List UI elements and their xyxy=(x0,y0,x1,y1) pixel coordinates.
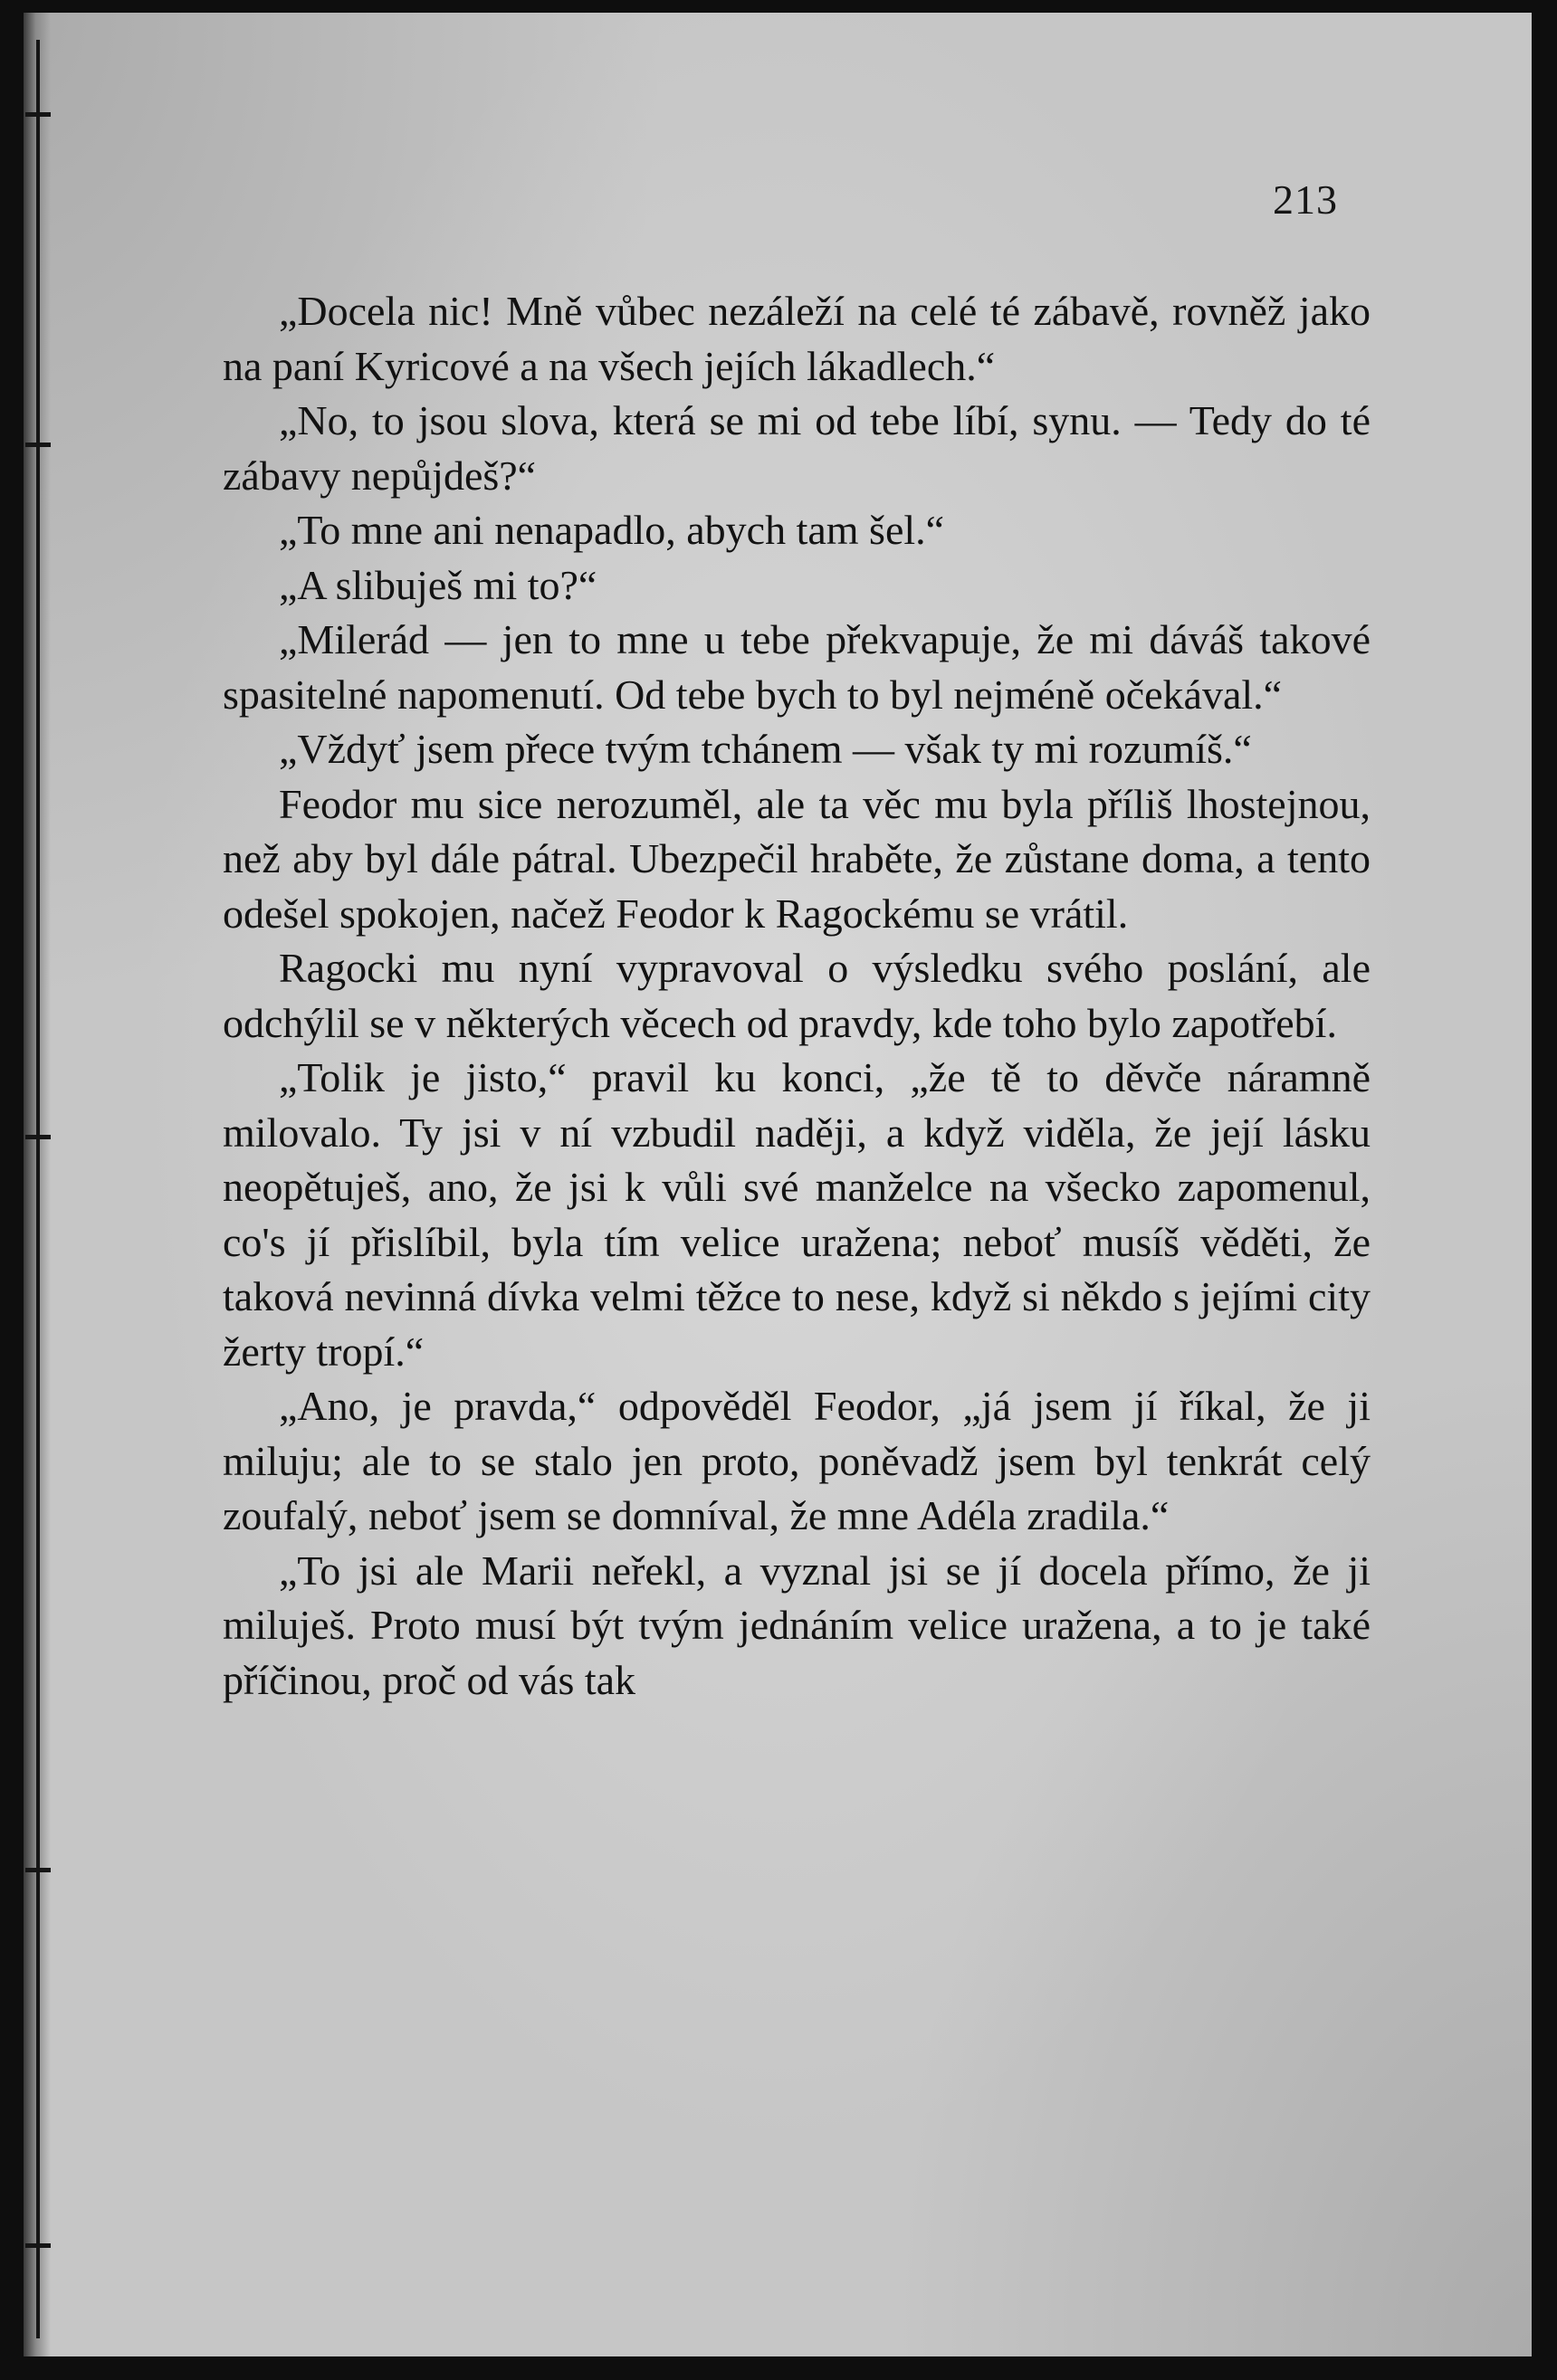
paragraph: „Docela nic! Mně vůbec nezáleží na celé té zábavě, rovněž jako na paní Kyricové a na všech jejích lákadlech.“ xyxy=(223,288,1371,389)
paragraph: „Tolik je jisto,“ pravil ku konci, „že tě to děvče náramně milovalo. Ty jsi v ní vzbudil naději, a když viděla, že její lásku neopětuješ, ano, že jsi k vůli své manželce na všecko zapomenul, co's jí přislíbil, byla tím velice uražena; neboť musíš věděti, že taková nevinná dívka velmi těžce to nese, když si někdo s jejími city žerty tropí.“ xyxy=(223,1054,1371,1375)
binding-mark xyxy=(25,2243,51,2248)
binding-mark xyxy=(25,1135,51,1139)
body-text xyxy=(223,284,1371,1708)
paragraph: „No, to jsou slova, která se mi od tebe líbí, synu. — Tedy do té zábavy nepůjdeš?“ xyxy=(223,397,1371,499)
paragraph: Feodor mu sice nerozuměl, ale ta věc mu byla příliš lhostejnou, než aby byl dále pátral. Ubezpečil hraběte, že zůstane doma, a tento odešel spokojen, načež Feodor k Ragockému se vrátil. xyxy=(223,780,1371,937)
paragraph: „To mne ani nenapadlo, abych tam šel.“ xyxy=(279,507,945,553)
page-number: 213 xyxy=(1273,176,1338,223)
paragraph: „Milerád — jen to mne u tebe překvapuje, že mi dáváš takové spasitelné napomenutí. Od tebe bych to byl nejméně očekával.“ xyxy=(223,616,1371,718)
binding-mark xyxy=(25,112,51,117)
paragraph: Ragocki mu nyní vypravoval o výsledku svého poslání, ale odchýlil se v některých věcech od pravdy, kde toho bylo zapotřebí. xyxy=(223,945,1371,1046)
binding-edge-line xyxy=(36,40,40,2338)
book-page xyxy=(24,13,1532,2356)
paragraph: „Ano, je pravda,“ odpověděl Feodor, „já jsem jí říkal, že ji miluju; ale to se stalo jen proto, poněvadž jsem byl tenkrát celý zoufalý, neboť jsem se domníval, že mne Adéla zradila.“ xyxy=(223,1383,1371,1538)
paragraph: „Vždyť jsem přece tvým tchánem — však ty mi rozumíš.“ xyxy=(279,726,1252,772)
binding-mark xyxy=(25,1868,51,1872)
paragraph: „A slibuješ mi to?“ xyxy=(279,561,597,608)
paragraph: „To jsi ale Marii neřekl, a vyznal jsi se jí docela přímo, že ji miluješ. Proto musí být tvým jednáním velice uražena, a to je také příčinou, proč od vás tak xyxy=(223,1547,1371,1703)
binding-mark xyxy=(25,443,51,447)
